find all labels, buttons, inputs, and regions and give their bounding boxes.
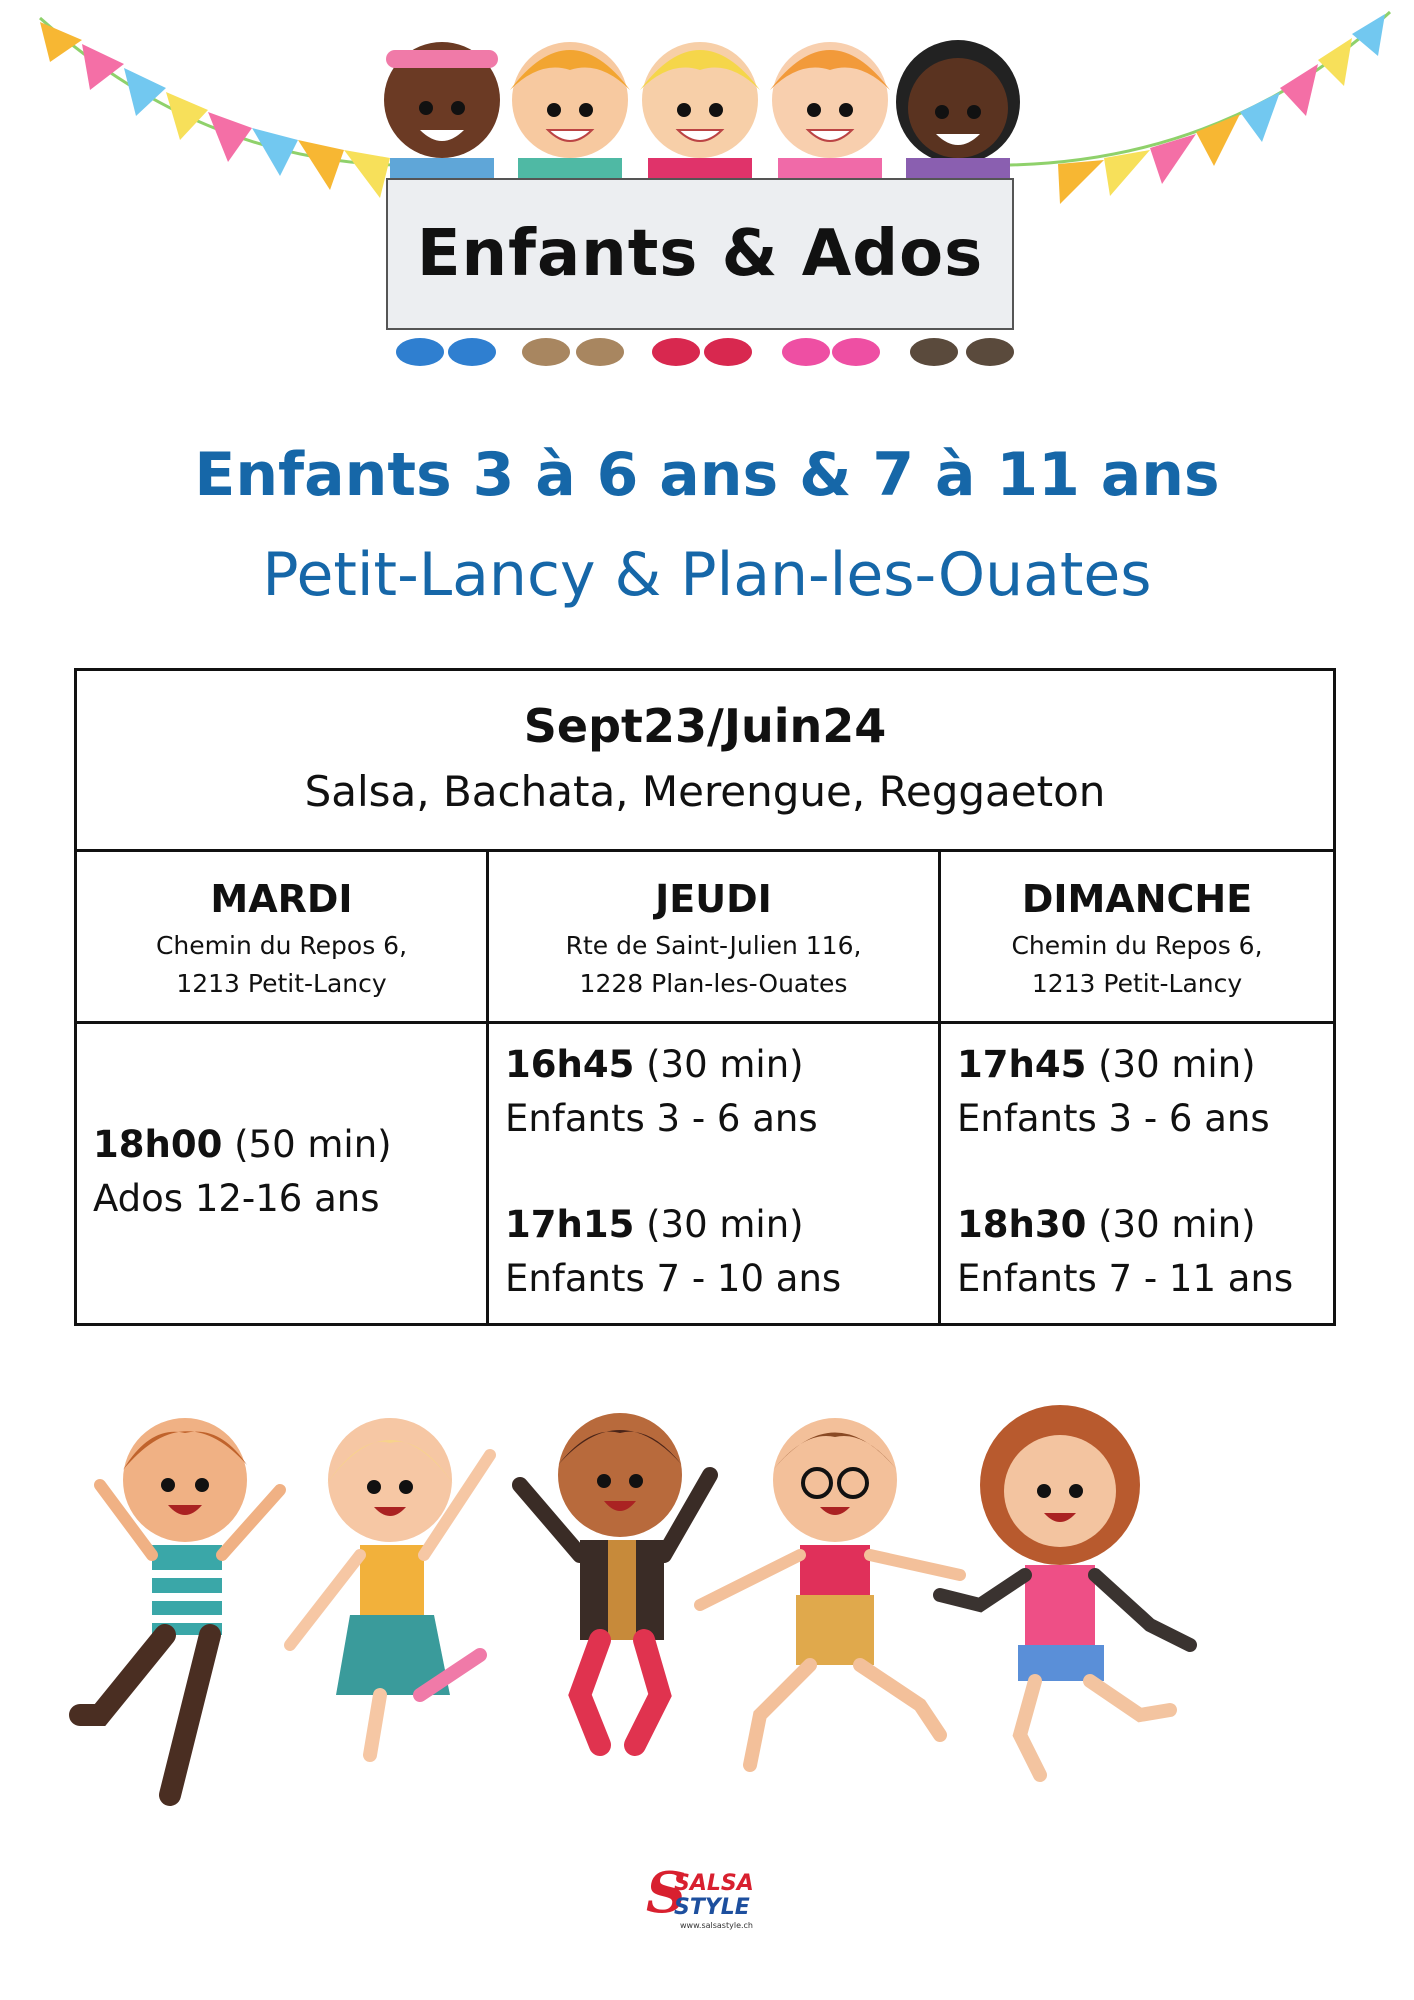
session bbox=[957, 1198, 1293, 1306]
schedule-table bbox=[74, 668, 1336, 1326]
day-column-jeudi bbox=[486, 849, 938, 1326]
day-header bbox=[489, 849, 938, 1024]
session bbox=[957, 1038, 1270, 1146]
day-header bbox=[941, 849, 1333, 1024]
session-time: 16h45 bbox=[505, 1043, 635, 1086]
dance-styles: Salsa, Bachata, Merengue, Reggaeton bbox=[304, 767, 1106, 816]
age-groups-headline: Enfants 3 à 6 ans & 7 à 11 ans bbox=[194, 440, 1220, 510]
session-time: 18h00 bbox=[93, 1123, 223, 1166]
session bbox=[505, 1038, 818, 1146]
session-time: 17h15 bbox=[505, 1203, 635, 1246]
jumping-kids-illustration bbox=[60, 1395, 1360, 1815]
session-group: Enfants 3 - 6 ans bbox=[505, 1097, 818, 1140]
season-header bbox=[77, 671, 1333, 852]
logo-url: www.salsastyle.ch bbox=[680, 1921, 753, 1930]
day-name: DIMANCHE bbox=[1021, 877, 1253, 921]
session-time: 17h45 bbox=[957, 1043, 1087, 1086]
logo-word1: SALSA bbox=[674, 1871, 754, 1896]
title-sign bbox=[386, 178, 1014, 330]
address-line2: 1213 Petit-Lancy bbox=[1031, 969, 1243, 998]
day-column-dimanche bbox=[938, 849, 1333, 1326]
session-duration: (30 min) bbox=[1098, 1203, 1256, 1246]
jumping-kid-girl-blonde bbox=[290, 1418, 490, 1755]
day-sessions bbox=[489, 1024, 938, 1323]
jumping-kid-girl-curly bbox=[940, 1405, 1190, 1775]
session-duration: (50 min) bbox=[234, 1123, 392, 1166]
jumping-kid-boy-striped bbox=[80, 1418, 280, 1795]
locations-subheadline: Petit-Lancy & Plan-les-Ouates bbox=[262, 540, 1152, 610]
session-group: Enfants 7 - 11 ans bbox=[957, 1257, 1294, 1300]
address-line2: 1213 Petit-Lancy bbox=[176, 969, 387, 998]
day-name: MARDI bbox=[210, 877, 353, 921]
session bbox=[93, 1118, 392, 1226]
session bbox=[505, 1198, 841, 1306]
address-line1: Rte de Saint-Julien 116, bbox=[565, 931, 862, 960]
logo-word2: STYLE bbox=[674, 1895, 750, 1920]
salsa-style-logo bbox=[640, 1860, 770, 1940]
day-sessions bbox=[77, 1024, 486, 1323]
jumping-kid-boy-jacket bbox=[520, 1413, 710, 1745]
day-column-mardi bbox=[77, 849, 486, 1326]
banner-title: Enfants & Ados bbox=[416, 217, 984, 291]
jumping-kid-girl-glasses bbox=[700, 1418, 960, 1765]
session-group: Ados 12-16 ans bbox=[93, 1177, 380, 1220]
bunting-flags-right bbox=[1058, 14, 1385, 204]
session-duration: (30 min) bbox=[1098, 1043, 1256, 1086]
session-duration: (30 min) bbox=[646, 1203, 804, 1246]
day-header bbox=[77, 849, 486, 1024]
season-title: Sept23/Juin24 bbox=[523, 699, 887, 753]
session-time: 18h30 bbox=[957, 1203, 1087, 1246]
session-duration: (30 min) bbox=[646, 1043, 804, 1086]
bunting-flags-left bbox=[40, 22, 390, 198]
address-line1: Chemin du Repos 6, bbox=[155, 931, 408, 960]
day-name: JEUDI bbox=[655, 877, 772, 921]
day-sessions bbox=[941, 1024, 1333, 1323]
svg-text:S: S bbox=[646, 1860, 687, 1926]
address-line1: Chemin du Repos 6, bbox=[1011, 931, 1263, 960]
address-line2: 1228 Plan-les-Ouates bbox=[579, 969, 848, 998]
session-group: Enfants 3 - 6 ans bbox=[957, 1097, 1270, 1140]
session-group: Enfants 7 - 10 ans bbox=[505, 1257, 842, 1300]
